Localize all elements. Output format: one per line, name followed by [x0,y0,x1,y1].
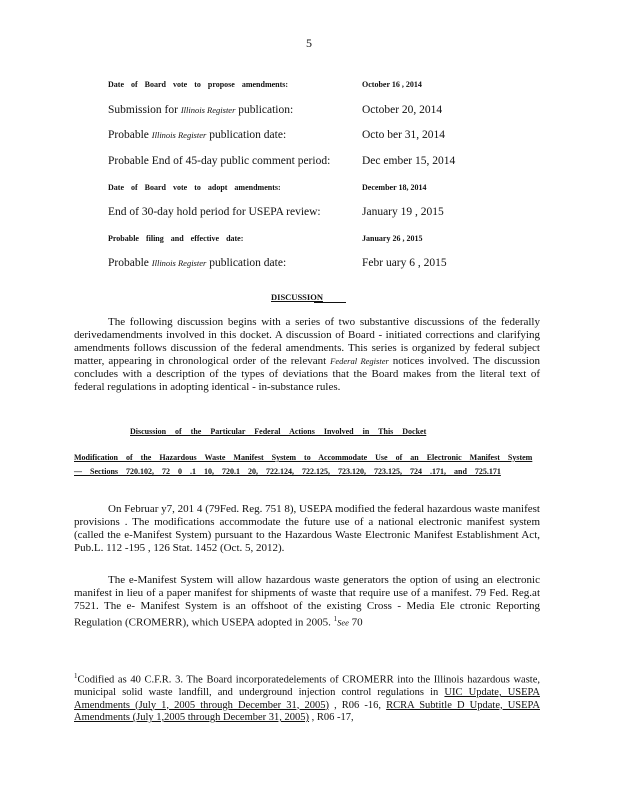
schedule-date: Febr uary 6 , 2015 [362,257,447,269]
schedule-date: October 20, 2014 [362,104,443,116]
schedule-label: Probable Illinois Register publication date: [108,129,287,141]
page-number: 5 [306,36,312,50]
schedule-label: Date of Board vote to adopt amendments: [108,183,281,192]
schedule-date: Dec ember 15, 2014 [362,155,456,167]
subheading-particular-actions: Discussion of the Particular Federal Actions Involved in This Docket [130,427,427,436]
subheading-manifest-modification: Modification of the Hazardous Waste Manifest System to Accommodate Use of an Electronic Manifest System — Sections 720.102, 72 0 .1 10, 720.1 20, 722.124, 722.125, 723.120, 723.125, 724 .171, and 725.171 [74,453,533,476]
schedule-label: Probable filing and effective date: [108,234,244,243]
section-heading: DISCUSSION [271,292,323,302]
schedule-date: January 26 , 2015 [362,234,423,243]
schedule-label: Submission for Illinois Register publication: [108,104,294,116]
schedule-label: Probable Illinois Register publication date: [108,257,287,269]
schedule-date: October 16 , 2014 [362,80,422,89]
heading-underline [314,302,346,303]
schedule-date: December 18, 2014 [362,183,427,192]
schedule-label: Date of Board vote to propose amendments: [108,80,289,89]
schedule-date: Octo ber 31, 2014 [362,129,446,141]
emanifest-paragraph: The e-Manifest System will allow hazardous waste generators the option of using an electronic manifest in lieu of a paper manifest for shipments of waste that require use of a manifest. 79 Fed. Reg.at 7521. The e- Manifest System is an offshoot of the existing Cross - Media Ele ctronic Reporting Regulation (CROMERR), which USEPA adopted in 2005. $^1$See 70 [74,574,540,629]
manifest-paragraph: On Februar y7, 201 4 (79Fed. Reg. 751 8), USEPA modified the federal hazardous waste manifest provisions . The modifications accommodate the future use of a national electronic manifest system (called the e-Manifest System) pursuant to the Hazardous Waste Electronic Manifest Establishment Act, Pub.L. 112 -195 , 126 Stat. 1452 (Oct. 5, 2012). [74,503,540,554]
schedule-label: Probable End of 45-day public comment period: [108,155,331,167]
schedule-date: January 19 , 2015 [362,206,444,218]
footnote: $^1$Codified as 40 C.F.R. 3. The Board incorporatedelements of CROMERR into the Illinois hazardous waste, municipal solid waste landfill, and underground injection control regulations in UIC Update, USEPA Amendments (July 1, 2005 through December 31, 2005) , R06 -16, RCRA Subtitle D Update, USEPA Amendments (July 1,2005 through December 31, 2005) , R06 -17, [74,672,540,723]
schedule-label: End of 30-day hold period for USEPA review: [108,206,321,218]
discussion-paragraph: The following discussion begins with a series of two substantive discussions of the federally derivedamendments involved in this docket. A discussion of Board - initiated corrections and clarifying amendments follows discussion of the federal amendments. This series is organized by federal subject matter, appearing in chronological order of the relevant Federal Register notices involved. The discussion concludes with a description of the types of deviations that the Board makes from the literal text of federal regulations in adopting identical - in-substance rules. [74,316,540,393]
